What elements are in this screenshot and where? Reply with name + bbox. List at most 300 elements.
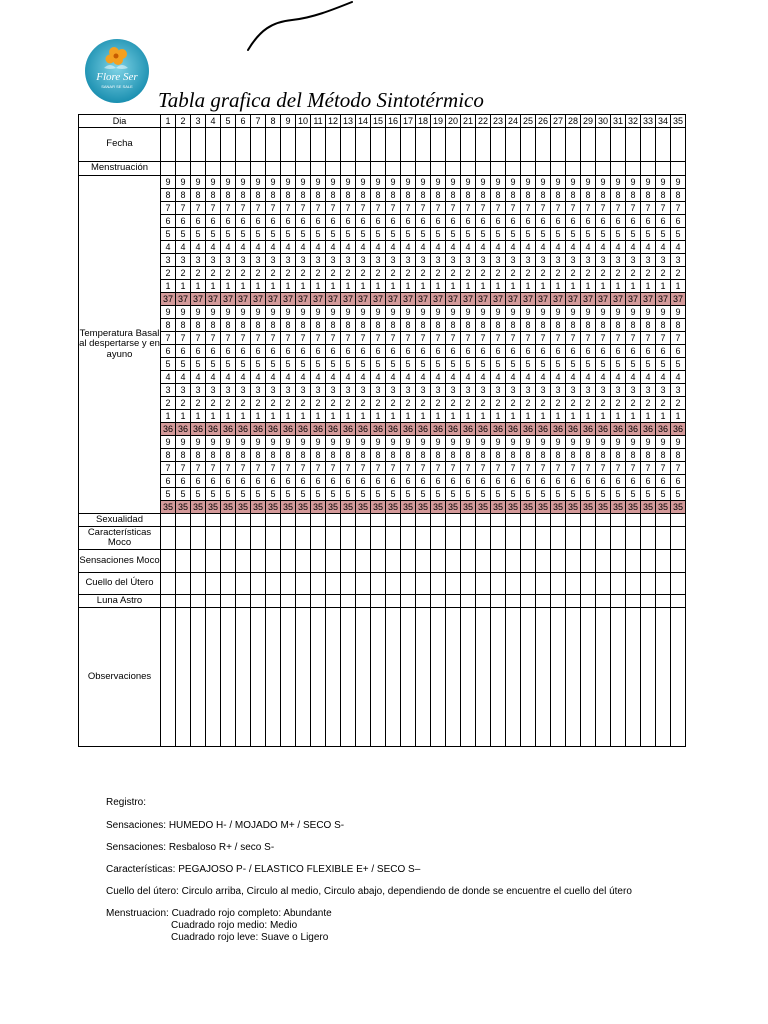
temperature-decimal-cell[interactable]: 3 (476, 254, 491, 267)
temperature-decimal-cell[interactable]: 9 (581, 306, 596, 319)
temperature-decimal-cell[interactable]: 8 (176, 189, 191, 202)
cuello-cell[interactable] (581, 573, 596, 595)
temperature-decimal-cell[interactable]: 3 (236, 384, 251, 397)
temperature-decimal-cell[interactable]: 6 (446, 475, 461, 488)
temperature-decimal-cell[interactable]: 6 (191, 345, 206, 358)
temperature-decimal-cell[interactable]: 6 (326, 475, 341, 488)
temperature-decimal-cell[interactable]: 9 (581, 176, 596, 189)
temperature-decimal-cell[interactable]: 7 (476, 462, 491, 475)
observaciones-cell[interactable] (491, 608, 506, 747)
temperature-decimal-cell[interactable]: 1 (356, 280, 371, 293)
temperature-decimal-cell[interactable]: 7 (446, 202, 461, 215)
temperature-degree-cell[interactable]: 35 (161, 501, 176, 514)
temperature-decimal-cell[interactable]: 7 (506, 332, 521, 345)
temperature-degree-cell[interactable]: 37 (581, 293, 596, 306)
caracteristicas-cell[interactable] (326, 527, 341, 550)
temperature-decimal-cell[interactable]: 7 (671, 202, 686, 215)
temperature-decimal-cell[interactable]: 4 (416, 241, 431, 254)
temperature-decimal-cell[interactable]: 6 (281, 475, 296, 488)
temperature-decimal-cell[interactable]: 8 (626, 189, 641, 202)
temperature-degree-cell[interactable]: 36 (506, 423, 521, 436)
temperature-decimal-cell[interactable]: 8 (251, 189, 266, 202)
temperature-decimal-cell[interactable]: 6 (536, 475, 551, 488)
temperature-degree-cell[interactable]: 35 (341, 501, 356, 514)
temperature-decimal-cell[interactable]: 6 (341, 345, 356, 358)
sensaciones-cell[interactable] (506, 550, 521, 573)
luna-cell[interactable] (476, 595, 491, 608)
temperature-decimal-cell[interactable]: 3 (326, 384, 341, 397)
temperature-decimal-cell[interactable]: 5 (356, 488, 371, 501)
temperature-decimal-cell[interactable]: 4 (656, 241, 671, 254)
temperature-decimal-cell[interactable]: 8 (416, 319, 431, 332)
temperature-decimal-cell[interactable]: 4 (311, 241, 326, 254)
temperature-decimal-cell[interactable]: 9 (191, 176, 206, 189)
temperature-decimal-cell[interactable]: 7 (341, 332, 356, 345)
temperature-decimal-cell[interactable]: 9 (266, 306, 281, 319)
sensaciones-cell[interactable] (566, 550, 581, 573)
temperature-decimal-cell[interactable]: 6 (221, 345, 236, 358)
sensaciones-cell[interactable] (491, 550, 506, 573)
temperature-decimal-cell[interactable]: 8 (191, 319, 206, 332)
sexualidad-cell[interactable] (371, 514, 386, 527)
temperature-decimal-cell[interactable]: 5 (281, 488, 296, 501)
temperature-decimal-cell[interactable]: 1 (656, 410, 671, 423)
caracteristicas-cell[interactable] (566, 527, 581, 550)
temperature-decimal-cell[interactable]: 5 (536, 228, 551, 241)
luna-cell[interactable] (371, 595, 386, 608)
temperature-decimal-cell[interactable]: 9 (206, 436, 221, 449)
temperature-decimal-cell[interactable]: 1 (596, 410, 611, 423)
temperature-decimal-cell[interactable]: 8 (416, 449, 431, 462)
temperature-decimal-cell[interactable]: 4 (641, 371, 656, 384)
cuello-cell[interactable] (446, 573, 461, 595)
temperature-decimal-cell[interactable]: 9 (491, 306, 506, 319)
temperature-degree-cell[interactable]: 37 (191, 293, 206, 306)
temperature-degree-cell[interactable]: 36 (266, 423, 281, 436)
temperature-decimal-cell[interactable]: 5 (191, 228, 206, 241)
temperature-decimal-cell[interactable]: 9 (536, 306, 551, 319)
temperature-decimal-cell[interactable]: 3 (341, 384, 356, 397)
temperature-decimal-cell[interactable]: 6 (626, 215, 641, 228)
temperature-decimal-cell[interactable]: 3 (671, 384, 686, 397)
cuello-cell[interactable] (371, 573, 386, 595)
temperature-decimal-cell[interactable]: 1 (176, 410, 191, 423)
temperature-decimal-cell[interactable]: 5 (296, 228, 311, 241)
temperature-decimal-cell[interactable]: 2 (236, 267, 251, 280)
temperature-degree-cell[interactable]: 37 (386, 293, 401, 306)
temperature-decimal-cell[interactable]: 2 (476, 267, 491, 280)
temperature-decimal-cell[interactable]: 1 (566, 410, 581, 423)
temperature-decimal-cell[interactable]: 3 (161, 254, 176, 267)
sensaciones-cell[interactable] (626, 550, 641, 573)
temperature-decimal-cell[interactable]: 7 (356, 462, 371, 475)
menstruacion-cell[interactable] (296, 162, 311, 176)
temperature-decimal-cell[interactable]: 7 (176, 202, 191, 215)
fecha-cell[interactable] (416, 128, 431, 162)
temperature-decimal-cell[interactable]: 1 (566, 280, 581, 293)
temperature-decimal-cell[interactable]: 1 (401, 280, 416, 293)
temperature-decimal-cell[interactable]: 8 (431, 189, 446, 202)
temperature-decimal-cell[interactable]: 7 (356, 332, 371, 345)
luna-cell[interactable] (251, 595, 266, 608)
temperature-decimal-cell[interactable]: 5 (311, 358, 326, 371)
menstruacion-cell[interactable] (191, 162, 206, 176)
temperature-decimal-cell[interactable]: 5 (266, 488, 281, 501)
temperature-decimal-cell[interactable]: 7 (251, 332, 266, 345)
temperature-decimal-cell[interactable]: 7 (611, 202, 626, 215)
temperature-decimal-cell[interactable]: 3 (656, 254, 671, 267)
temperature-decimal-cell[interactable]: 1 (506, 280, 521, 293)
temperature-decimal-cell[interactable]: 6 (191, 475, 206, 488)
temperature-decimal-cell[interactable]: 5 (176, 488, 191, 501)
temperature-decimal-cell[interactable]: 3 (611, 254, 626, 267)
temperature-decimal-cell[interactable]: 8 (401, 189, 416, 202)
temperature-degree-cell[interactable]: 35 (206, 501, 221, 514)
temperature-decimal-cell[interactable]: 9 (161, 436, 176, 449)
temperature-decimal-cell[interactable]: 5 (596, 358, 611, 371)
temperature-decimal-cell[interactable]: 5 (566, 488, 581, 501)
sexualidad-cell[interactable] (161, 514, 176, 527)
caracteristicas-cell[interactable] (431, 527, 446, 550)
sensaciones-cell[interactable] (251, 550, 266, 573)
temperature-decimal-cell[interactable]: 2 (431, 267, 446, 280)
temperature-decimal-cell[interactable]: 7 (551, 202, 566, 215)
temperature-decimal-cell[interactable]: 3 (461, 254, 476, 267)
temperature-decimal-cell[interactable]: 8 (491, 449, 506, 462)
temperature-decimal-cell[interactable]: 9 (416, 436, 431, 449)
temperature-decimal-cell[interactable]: 7 (221, 202, 236, 215)
temperature-decimal-cell[interactable]: 1 (371, 410, 386, 423)
temperature-decimal-cell[interactable]: 1 (491, 280, 506, 293)
temperature-decimal-cell[interactable]: 6 (641, 475, 656, 488)
temperature-degree-cell[interactable]: 35 (386, 501, 401, 514)
temperature-decimal-cell[interactable]: 9 (251, 436, 266, 449)
temperature-decimal-cell[interactable]: 7 (446, 462, 461, 475)
temperature-decimal-cell[interactable]: 1 (161, 280, 176, 293)
temperature-degree-cell[interactable]: 36 (491, 423, 506, 436)
temperature-decimal-cell[interactable]: 1 (326, 280, 341, 293)
temperature-decimal-cell[interactable]: 7 (206, 462, 221, 475)
temperature-decimal-cell[interactable]: 9 (251, 176, 266, 189)
caracteristicas-cell[interactable] (626, 527, 641, 550)
temperature-decimal-cell[interactable]: 7 (221, 462, 236, 475)
temperature-decimal-cell[interactable]: 5 (161, 228, 176, 241)
temperature-decimal-cell[interactable]: 7 (521, 332, 536, 345)
cuello-cell[interactable] (341, 573, 356, 595)
temperature-decimal-cell[interactable]: 7 (251, 202, 266, 215)
temperature-degree-cell[interactable]: 35 (611, 501, 626, 514)
sensaciones-cell[interactable] (416, 550, 431, 573)
sexualidad-cell[interactable] (551, 514, 566, 527)
temperature-decimal-cell[interactable]: 7 (641, 462, 656, 475)
temperature-decimal-cell[interactable]: 1 (356, 410, 371, 423)
caracteristicas-cell[interactable] (341, 527, 356, 550)
temperature-decimal-cell[interactable]: 5 (521, 228, 536, 241)
temperature-decimal-cell[interactable]: 6 (596, 345, 611, 358)
temperature-decimal-cell[interactable]: 8 (386, 189, 401, 202)
caracteristicas-cell[interactable] (551, 527, 566, 550)
temperature-degree-cell[interactable]: 37 (461, 293, 476, 306)
fecha-cell[interactable] (221, 128, 236, 162)
luna-cell[interactable] (641, 595, 656, 608)
temperature-decimal-cell[interactable]: 5 (461, 488, 476, 501)
temperature-decimal-cell[interactable]: 9 (311, 176, 326, 189)
temperature-decimal-cell[interactable]: 9 (656, 436, 671, 449)
temperature-decimal-cell[interactable]: 1 (551, 280, 566, 293)
temperature-decimal-cell[interactable]: 7 (566, 332, 581, 345)
temperature-decimal-cell[interactable]: 6 (236, 215, 251, 228)
temperature-decimal-cell[interactable]: 9 (236, 436, 251, 449)
temperature-degree-cell[interactable]: 35 (416, 501, 431, 514)
temperature-decimal-cell[interactable]: 2 (491, 267, 506, 280)
temperature-decimal-cell[interactable]: 8 (641, 189, 656, 202)
temperature-decimal-cell[interactable]: 2 (461, 397, 476, 410)
temperature-decimal-cell[interactable]: 7 (596, 202, 611, 215)
temperature-degree-cell[interactable]: 36 (206, 423, 221, 436)
temperature-decimal-cell[interactable]: 4 (401, 371, 416, 384)
caracteristicas-cell[interactable] (596, 527, 611, 550)
temperature-decimal-cell[interactable]: 1 (236, 280, 251, 293)
temperature-decimal-cell[interactable]: 9 (596, 176, 611, 189)
temperature-decimal-cell[interactable]: 7 (626, 462, 641, 475)
temperature-decimal-cell[interactable]: 3 (416, 254, 431, 267)
observaciones-cell[interactable] (311, 608, 326, 747)
temperature-degree-cell[interactable]: 36 (596, 423, 611, 436)
temperature-decimal-cell[interactable]: 5 (491, 488, 506, 501)
temperature-degree-cell[interactable]: 37 (536, 293, 551, 306)
sexualidad-cell[interactable] (416, 514, 431, 527)
temperature-decimal-cell[interactable]: 7 (671, 332, 686, 345)
temperature-decimal-cell[interactable]: 3 (611, 384, 626, 397)
temperature-decimal-cell[interactable]: 2 (461, 267, 476, 280)
sexualidad-cell[interactable] (536, 514, 551, 527)
temperature-decimal-cell[interactable]: 2 (221, 267, 236, 280)
temperature-decimal-cell[interactable]: 5 (476, 228, 491, 241)
temperature-decimal-cell[interactable]: 8 (446, 449, 461, 462)
temperature-decimal-cell[interactable]: 8 (251, 319, 266, 332)
temperature-decimal-cell[interactable]: 8 (266, 449, 281, 462)
temperature-decimal-cell[interactable]: 7 (461, 462, 476, 475)
temperature-decimal-cell[interactable]: 2 (161, 397, 176, 410)
temperature-decimal-cell[interactable]: 5 (656, 228, 671, 241)
temperature-decimal-cell[interactable]: 3 (371, 254, 386, 267)
temperature-decimal-cell[interactable]: 6 (581, 345, 596, 358)
temperature-decimal-cell[interactable]: 4 (641, 241, 656, 254)
temperature-degree-cell[interactable]: 37 (251, 293, 266, 306)
caracteristicas-cell[interactable] (296, 527, 311, 550)
temperature-decimal-cell[interactable]: 6 (506, 215, 521, 228)
sensaciones-cell[interactable] (656, 550, 671, 573)
temperature-decimal-cell[interactable]: 4 (536, 371, 551, 384)
temperature-decimal-cell[interactable]: 8 (596, 319, 611, 332)
sexualidad-cell[interactable] (491, 514, 506, 527)
sexualidad-cell[interactable] (176, 514, 191, 527)
temperature-decimal-cell[interactable]: 8 (491, 189, 506, 202)
temperature-degree-cell[interactable]: 35 (506, 501, 521, 514)
temperature-decimal-cell[interactable]: 4 (416, 371, 431, 384)
temperature-decimal-cell[interactable]: 2 (206, 397, 221, 410)
temperature-decimal-cell[interactable]: 6 (251, 215, 266, 228)
temperature-degree-cell[interactable]: 35 (581, 501, 596, 514)
temperature-degree-cell[interactable]: 36 (536, 423, 551, 436)
menstruacion-cell[interactable] (671, 162, 686, 176)
temperature-decimal-cell[interactable]: 7 (461, 332, 476, 345)
temperature-decimal-cell[interactable]: 6 (176, 345, 191, 358)
temperature-decimal-cell[interactable]: 8 (296, 319, 311, 332)
temperature-decimal-cell[interactable]: 3 (281, 384, 296, 397)
temperature-degree-cell[interactable]: 36 (281, 423, 296, 436)
temperature-decimal-cell[interactable]: 8 (176, 319, 191, 332)
temperature-decimal-cell[interactable]: 6 (266, 345, 281, 358)
temperature-decimal-cell[interactable]: 5 (626, 488, 641, 501)
temperature-decimal-cell[interactable]: 4 (356, 241, 371, 254)
fecha-cell[interactable] (326, 128, 341, 162)
temperature-decimal-cell[interactable]: 1 (191, 280, 206, 293)
temperature-decimal-cell[interactable]: 8 (581, 189, 596, 202)
temperature-decimal-cell[interactable]: 9 (401, 306, 416, 319)
temperature-decimal-cell[interactable]: 7 (491, 332, 506, 345)
observaciones-cell[interactable] (431, 608, 446, 747)
cuello-cell[interactable] (521, 573, 536, 595)
temperature-decimal-cell[interactable]: 2 (566, 267, 581, 280)
temperature-degree-cell[interactable]: 36 (446, 423, 461, 436)
temperature-decimal-cell[interactable]: 1 (341, 280, 356, 293)
temperature-degree-cell[interactable]: 36 (656, 423, 671, 436)
temperature-decimal-cell[interactable]: 5 (371, 488, 386, 501)
temperature-decimal-cell[interactable]: 9 (596, 436, 611, 449)
temperature-decimal-cell[interactable]: 6 (236, 345, 251, 358)
temperature-decimal-cell[interactable]: 1 (521, 410, 536, 423)
temperature-decimal-cell[interactable]: 4 (356, 371, 371, 384)
temperature-degree-cell[interactable]: 36 (476, 423, 491, 436)
temperature-degree-cell[interactable]: 36 (356, 423, 371, 436)
temperature-degree-cell[interactable]: 35 (626, 501, 641, 514)
temperature-decimal-cell[interactable]: 7 (671, 462, 686, 475)
temperature-decimal-cell[interactable]: 3 (596, 254, 611, 267)
temperature-decimal-cell[interactable]: 6 (551, 345, 566, 358)
temperature-decimal-cell[interactable]: 7 (296, 462, 311, 475)
temperature-decimal-cell[interactable]: 8 (266, 319, 281, 332)
temperature-decimal-cell[interactable]: 3 (491, 384, 506, 397)
temperature-decimal-cell[interactable]: 3 (491, 254, 506, 267)
temperature-degree-cell[interactable]: 35 (641, 501, 656, 514)
menstruacion-cell[interactable] (506, 162, 521, 176)
temperature-decimal-cell[interactable]: 2 (521, 267, 536, 280)
temperature-decimal-cell[interactable]: 4 (191, 371, 206, 384)
cuello-cell[interactable] (641, 573, 656, 595)
temperature-decimal-cell[interactable]: 8 (161, 319, 176, 332)
temperature-decimal-cell[interactable]: 5 (206, 358, 221, 371)
temperature-degree-cell[interactable]: 35 (176, 501, 191, 514)
temperature-decimal-cell[interactable]: 9 (536, 436, 551, 449)
temperature-decimal-cell[interactable]: 4 (326, 241, 341, 254)
temperature-decimal-cell[interactable]: 8 (611, 189, 626, 202)
temperature-decimal-cell[interactable]: 6 (431, 345, 446, 358)
temperature-decimal-cell[interactable]: 5 (476, 358, 491, 371)
temperature-decimal-cell[interactable]: 3 (536, 254, 551, 267)
temperature-decimal-cell[interactable]: 1 (191, 410, 206, 423)
temperature-decimal-cell[interactable]: 1 (311, 280, 326, 293)
luna-cell[interactable] (596, 595, 611, 608)
temperature-decimal-cell[interactable]: 9 (596, 306, 611, 319)
temperature-decimal-cell[interactable]: 6 (491, 345, 506, 358)
temperature-decimal-cell[interactable]: 6 (266, 475, 281, 488)
temperature-decimal-cell[interactable]: 1 (641, 280, 656, 293)
temperature-decimal-cell[interactable]: 3 (671, 254, 686, 267)
temperature-decimal-cell[interactable]: 7 (491, 202, 506, 215)
temperature-decimal-cell[interactable]: 6 (611, 475, 626, 488)
cuello-cell[interactable] (401, 573, 416, 595)
temperature-decimal-cell[interactable]: 6 (326, 215, 341, 228)
temperature-decimal-cell[interactable]: 3 (206, 384, 221, 397)
temperature-decimal-cell[interactable]: 1 (611, 280, 626, 293)
temperature-decimal-cell[interactable]: 3 (341, 254, 356, 267)
menstruacion-cell[interactable] (551, 162, 566, 176)
temperature-decimal-cell[interactable]: 1 (326, 410, 341, 423)
temperature-decimal-cell[interactable]: 8 (581, 319, 596, 332)
temperature-decimal-cell[interactable]: 9 (221, 436, 236, 449)
temperature-decimal-cell[interactable]: 3 (461, 384, 476, 397)
temperature-decimal-cell[interactable]: 9 (626, 306, 641, 319)
temperature-decimal-cell[interactable]: 6 (311, 475, 326, 488)
temperature-decimal-cell[interactable]: 8 (311, 319, 326, 332)
temperature-decimal-cell[interactable]: 8 (596, 189, 611, 202)
temperature-decimal-cell[interactable]: 6 (356, 475, 371, 488)
temperature-decimal-cell[interactable]: 1 (236, 410, 251, 423)
temperature-decimal-cell[interactable]: 1 (446, 410, 461, 423)
sexualidad-cell[interactable] (626, 514, 641, 527)
temperature-decimal-cell[interactable]: 4 (311, 371, 326, 384)
observaciones-cell[interactable] (386, 608, 401, 747)
temperature-decimal-cell[interactable]: 3 (176, 384, 191, 397)
temperature-decimal-cell[interactable]: 6 (611, 215, 626, 228)
fecha-cell[interactable] (191, 128, 206, 162)
temperature-decimal-cell[interactable]: 8 (281, 189, 296, 202)
temperature-decimal-cell[interactable]: 2 (281, 267, 296, 280)
cuello-cell[interactable] (431, 573, 446, 595)
temperature-decimal-cell[interactable]: 6 (341, 215, 356, 228)
temperature-decimal-cell[interactable]: 6 (386, 345, 401, 358)
menstruacion-cell[interactable] (221, 162, 236, 176)
temperature-decimal-cell[interactable]: 8 (566, 319, 581, 332)
temperature-decimal-cell[interactable]: 4 (476, 371, 491, 384)
temperature-decimal-cell[interactable]: 6 (596, 475, 611, 488)
temperature-decimal-cell[interactable]: 9 (611, 306, 626, 319)
temperature-decimal-cell[interactable]: 9 (671, 436, 686, 449)
temperature-decimal-cell[interactable]: 4 (566, 371, 581, 384)
temperature-decimal-cell[interactable]: 2 (431, 397, 446, 410)
temperature-decimal-cell[interactable]: 8 (161, 449, 176, 462)
temperature-decimal-cell[interactable]: 6 (611, 345, 626, 358)
observaciones-cell[interactable] (476, 608, 491, 747)
temperature-decimal-cell[interactable]: 9 (341, 436, 356, 449)
menstruacion-cell[interactable] (401, 162, 416, 176)
temperature-degree-cell[interactable]: 35 (446, 501, 461, 514)
temperature-decimal-cell[interactable]: 5 (206, 488, 221, 501)
temperature-decimal-cell[interactable]: 9 (476, 436, 491, 449)
temperature-decimal-cell[interactable]: 5 (506, 228, 521, 241)
temperature-decimal-cell[interactable]: 3 (656, 384, 671, 397)
temperature-decimal-cell[interactable]: 5 (656, 358, 671, 371)
temperature-degree-cell[interactable]: 36 (161, 423, 176, 436)
temperature-decimal-cell[interactable]: 9 (551, 176, 566, 189)
luna-cell[interactable] (551, 595, 566, 608)
temperature-decimal-cell[interactable]: 6 (431, 215, 446, 228)
temperature-decimal-cell[interactable]: 7 (431, 332, 446, 345)
sensaciones-cell[interactable] (236, 550, 251, 573)
temperature-decimal-cell[interactable]: 5 (236, 358, 251, 371)
temperature-decimal-cell[interactable]: 2 (326, 267, 341, 280)
